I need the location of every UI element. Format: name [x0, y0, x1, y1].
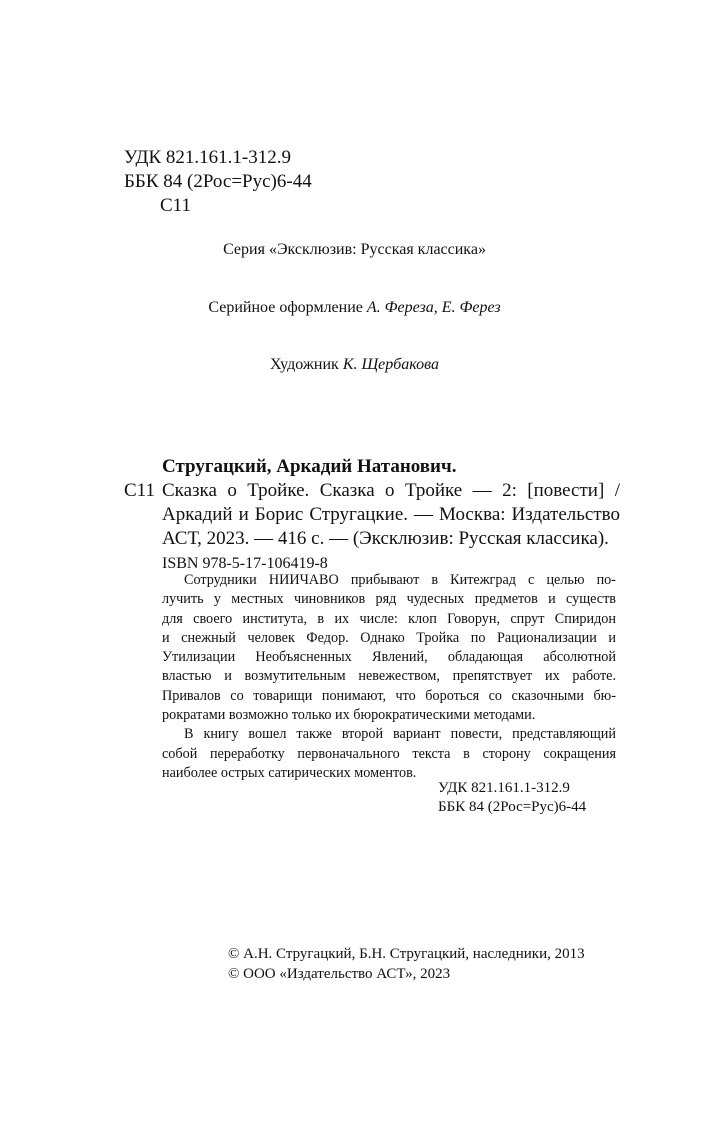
annotation-line: лучить у местных чиновников ряд чудесных предметов и существ — [162, 591, 616, 608]
annotation-line: рократами возможно только их бюрократическими методами. — [162, 707, 536, 724]
annotation-line: для своего института, в их числе: клоп Говорун, спрут Спиридон — [162, 610, 616, 627]
classification-block — [124, 146, 312, 218]
copyright-block — [228, 944, 585, 984]
record-mark: С11 — [124, 480, 155, 501]
isbn: ISBN 978-5-17-106419-8 — [162, 555, 328, 572]
record-entry — [124, 479, 624, 551]
record-line: Сказка о Тройке. Сказка о Тройке — 2: [повести] / — [162, 480, 620, 501]
annotation-line: наиболее острых сатирических моментов. — [162, 764, 417, 781]
annotation-line: Сотрудники НИИЧАВО прибывают в Китежград с целью по- — [184, 572, 616, 588]
author-mark: С11 — [160, 195, 191, 216]
classification-block-bottom — [438, 779, 586, 817]
record-author: Стругацкий, Аркадий Натанович. — [162, 456, 457, 477]
bbk-code: ББК 84 (2Рос=Рус)6-44 — [124, 171, 312, 192]
annotation-line: властью и возмутительным невежеством, препятствует их работе. — [162, 668, 616, 685]
record-line: АСТ, 2023. — 416 с. — (Эксклюзив: Русская классика). — [162, 528, 609, 549]
bibliographic-record — [124, 455, 624, 577]
annotation-line: собой переработку первоначального текста в сторону сокращения — [162, 745, 616, 762]
artist-label: Художник — [269, 356, 343, 373]
annotation-line: и снежный человек Федор. Однако Тройка по Рационализации и — [162, 629, 616, 646]
design-credit — [0, 299, 709, 317]
series-line: Серия «Эксклюзив: Русская классика» — [223, 241, 486, 258]
design-label: Серийное оформление — [208, 299, 367, 316]
bbk-code: ББК 84 (2Рос=Рус)6-44 — [438, 799, 587, 815]
udk-code: УДК 821.161.1-312.9 — [438, 780, 570, 796]
udk-code: УДК 821.161.1-312.9 — [124, 147, 291, 168]
annotation-line: Привалов со товарищи понимают, что бороться со сказочными бю- — [162, 687, 616, 704]
record-line: Аркадий и Борис Стругацкие. — Москва: Издательство — [162, 504, 620, 525]
design-names: А. Фереза, Е. Ферез — [366, 299, 501, 316]
artist-name: К. Щербакова — [342, 356, 439, 373]
annotation-line: Утилизации Необъясненных Явлений, обладающая абсолютной — [162, 649, 616, 666]
annotation — [162, 571, 616, 783]
copyright-line: © ООО «Издательство АСТ», 2023 — [228, 966, 451, 982]
copyright-line: © А.Н. Стругацкий, Б.Н. Стругацкий, наследники, 2013 — [228, 946, 585, 962]
annotation-line: В книгу вошел также второй вариант повести, представляющий — [184, 726, 616, 743]
artist-credit — [0, 356, 709, 374]
